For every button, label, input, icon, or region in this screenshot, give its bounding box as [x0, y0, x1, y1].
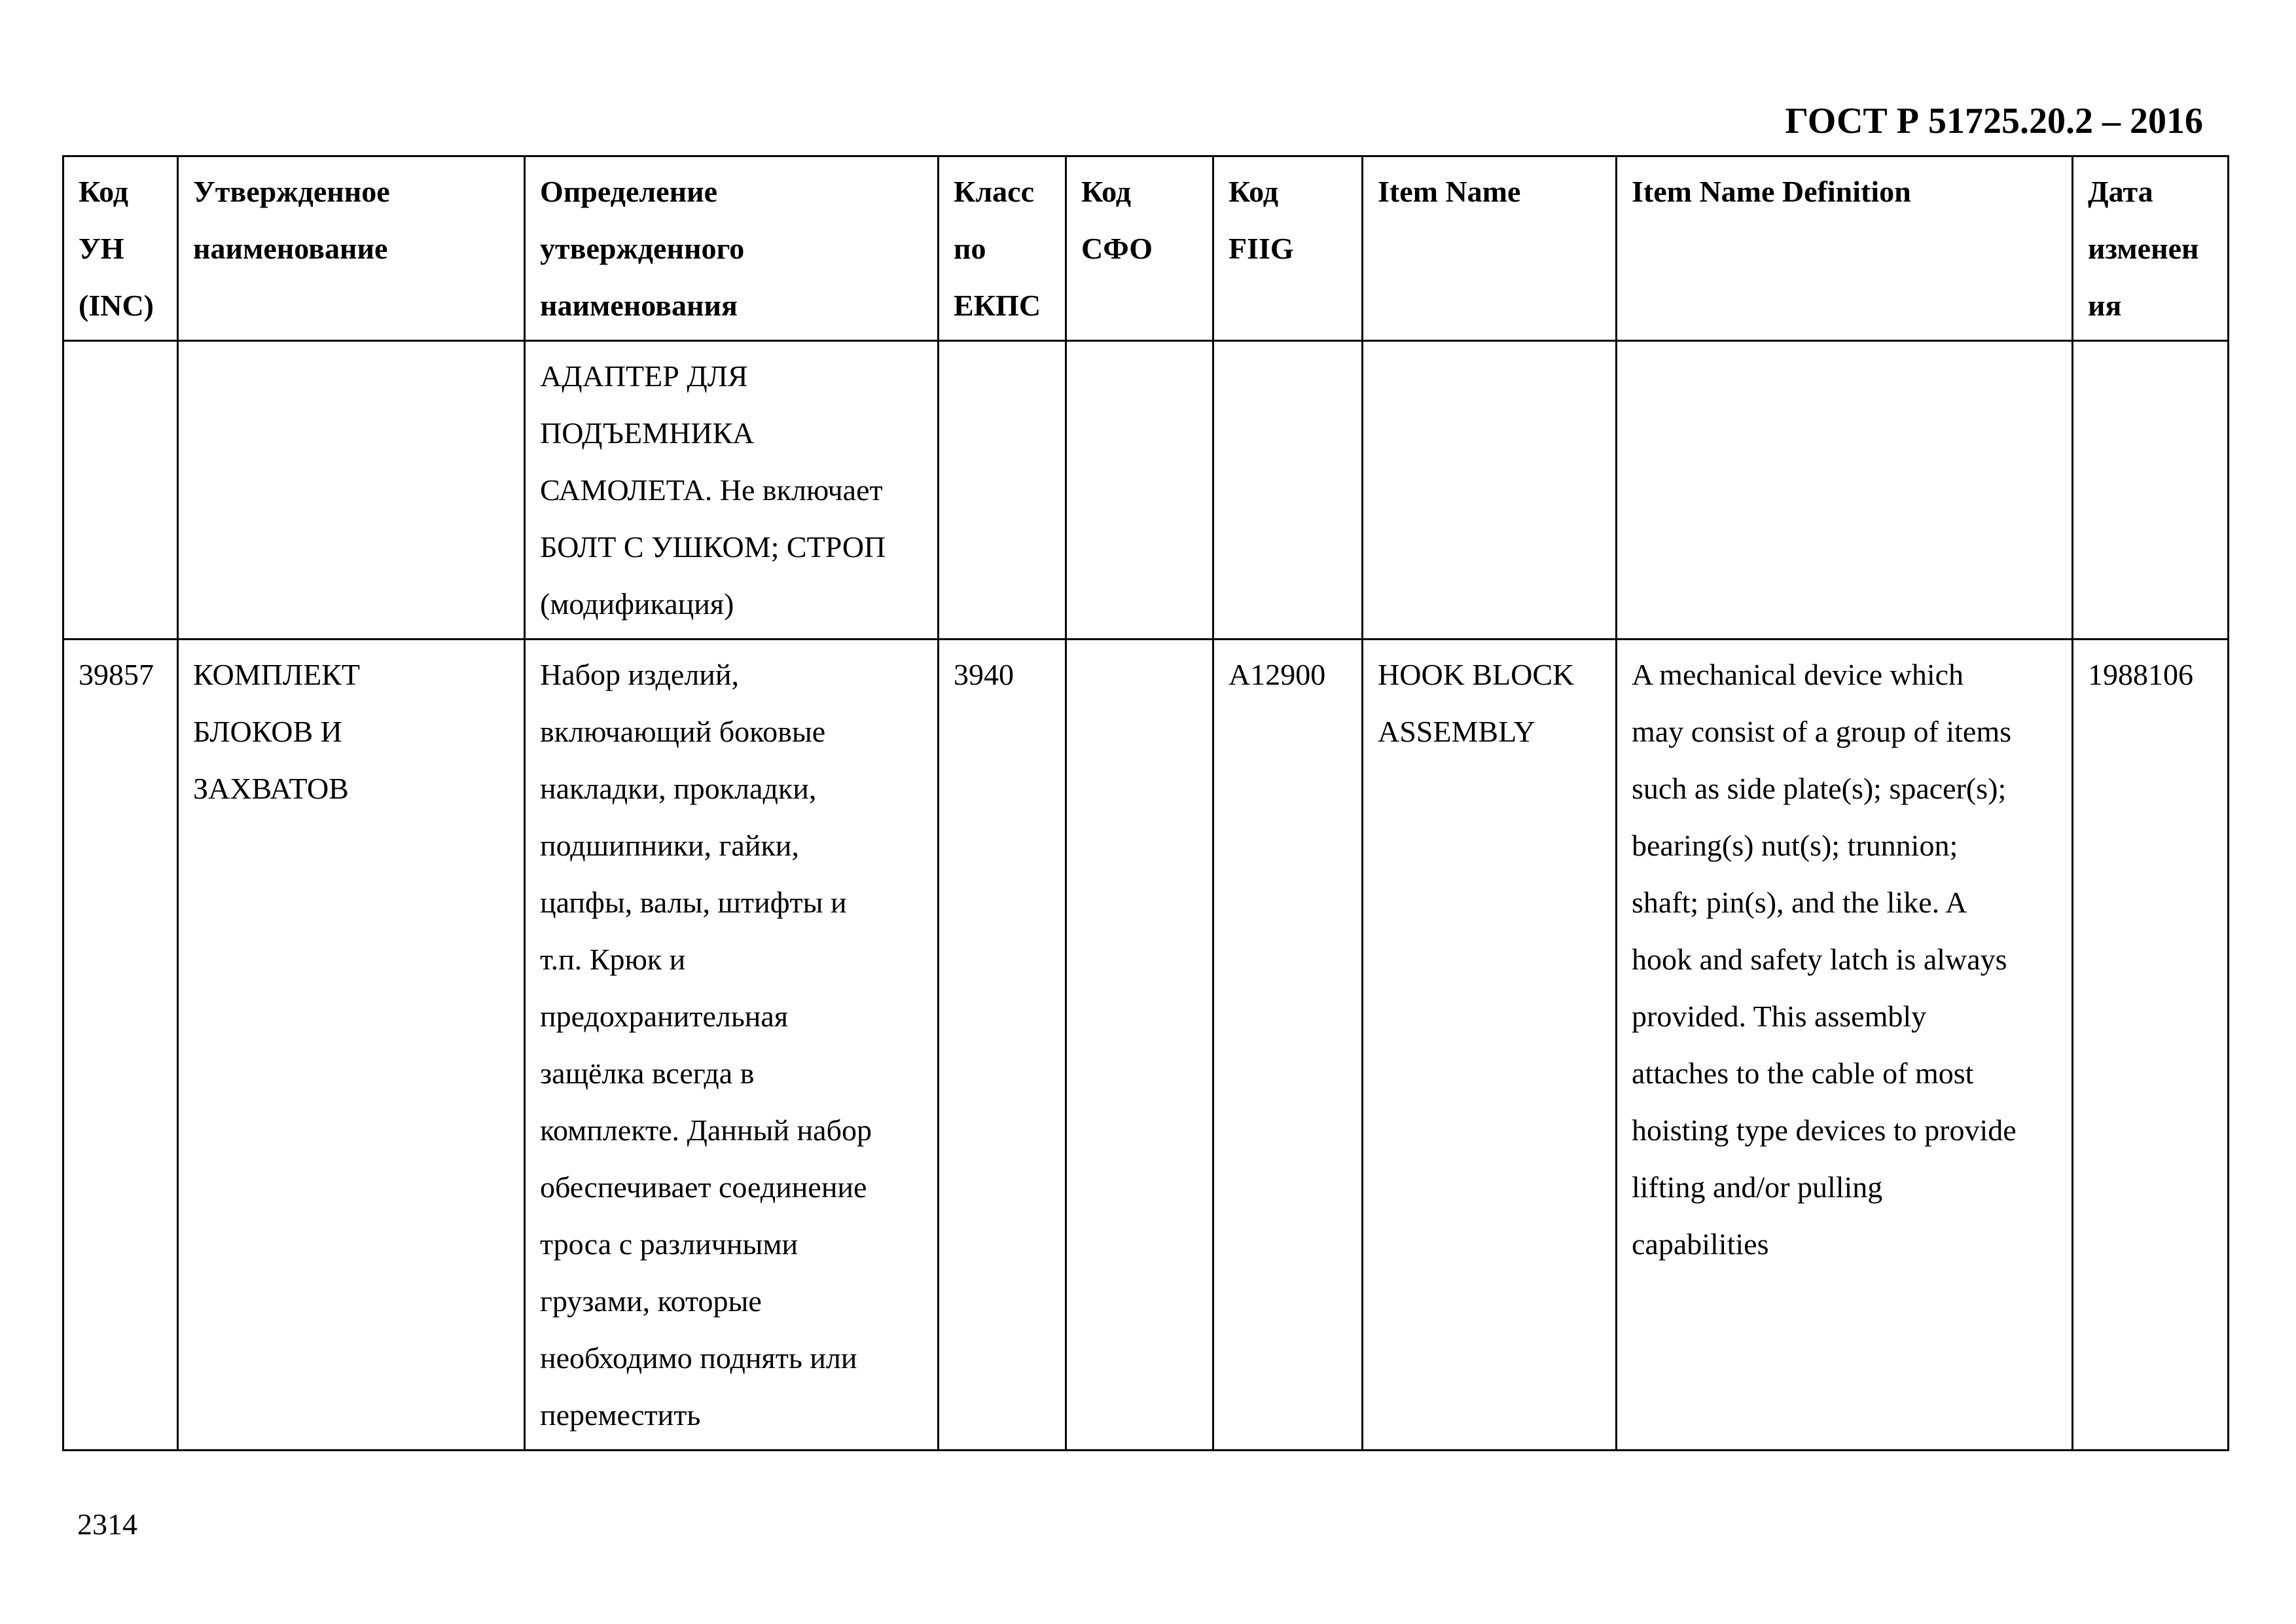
cell-definition: АДАПТЕР ДЛЯ ПОДЪЕМНИКА САМОЛЕТА. Не включает БОЛТ С УШКОМ; СТРОП (модификация): [525, 341, 939, 640]
cell-sfo-code: [1066, 640, 1213, 1451]
cell-item-name-definition: A mechanical device which may consist of a group of items such as side plate(s); spacer(s); bearing(s) nut(s); trunnion; shaft; pin(s), and the like. A hook and safety latch is always provided. This assembly attaches to the cable of most hoisting type devices to provide lifting and/or pulling capabilities: [1617, 640, 2073, 1451]
col-header-definition: Определение утвержденного наименования: [525, 156, 939, 341]
col-header-item-name: Item Name: [1363, 156, 1617, 341]
col-header-item-name-definition: Item Name Definition: [1617, 156, 2073, 341]
cell-change-date: [2073, 341, 2229, 640]
table-row: [63, 640, 2229, 1451]
cell-class: 3940: [939, 640, 1066, 1451]
header-row: [63, 156, 2229, 341]
cell-item-name-definition: [1617, 341, 2073, 640]
col-header-change-date: Дата изменен ия: [2073, 156, 2229, 341]
cell-approved-name: [178, 341, 525, 640]
page-number: 2314: [77, 1507, 137, 1541]
col-header-fiig-code: Код FIIG: [1213, 156, 1363, 341]
standard-designation: ГОСТ Р 51725.20.2 – 2016: [1785, 101, 2203, 141]
col-header-sfo-code: Код СФО: [1066, 156, 1213, 341]
col-header-class: Класс по ЕКПС: [939, 156, 1066, 341]
cell-approved-name: КОМПЛЕКТ БЛОКОВ И ЗАХВАТОВ: [178, 640, 525, 1451]
cell-inc: 39857: [63, 640, 178, 1451]
cell-change-date: 1988106: [2073, 640, 2229, 1451]
cell-class: [939, 341, 1066, 640]
col-header-inc: Код УН (INC): [63, 156, 178, 341]
cell-item-name: [1363, 341, 1617, 640]
cell-fiig-code: [1213, 341, 1363, 640]
cell-fiig-code: A12900: [1213, 640, 1363, 1451]
table-row: [63, 341, 2229, 640]
col-header-approved-name: Утвержденное наименование: [178, 156, 525, 341]
cell-inc: [63, 341, 178, 640]
cell-item-name: HOOK BLOCK ASSEMBLY: [1363, 640, 1617, 1451]
cell-sfo-code: [1066, 341, 1213, 640]
classifier-table: [62, 155, 2229, 1451]
cell-definition: Набор изделий, включающий боковые накладки, прокладки, подшипники, гайки, цапфы, валы, штифты и т.п. Крюк и предохранительная защёлка всегда в комплекте. Данный набор обеспечивает соединение троса с различными грузами, которые необходимо поднять или переместить: [525, 640, 939, 1451]
